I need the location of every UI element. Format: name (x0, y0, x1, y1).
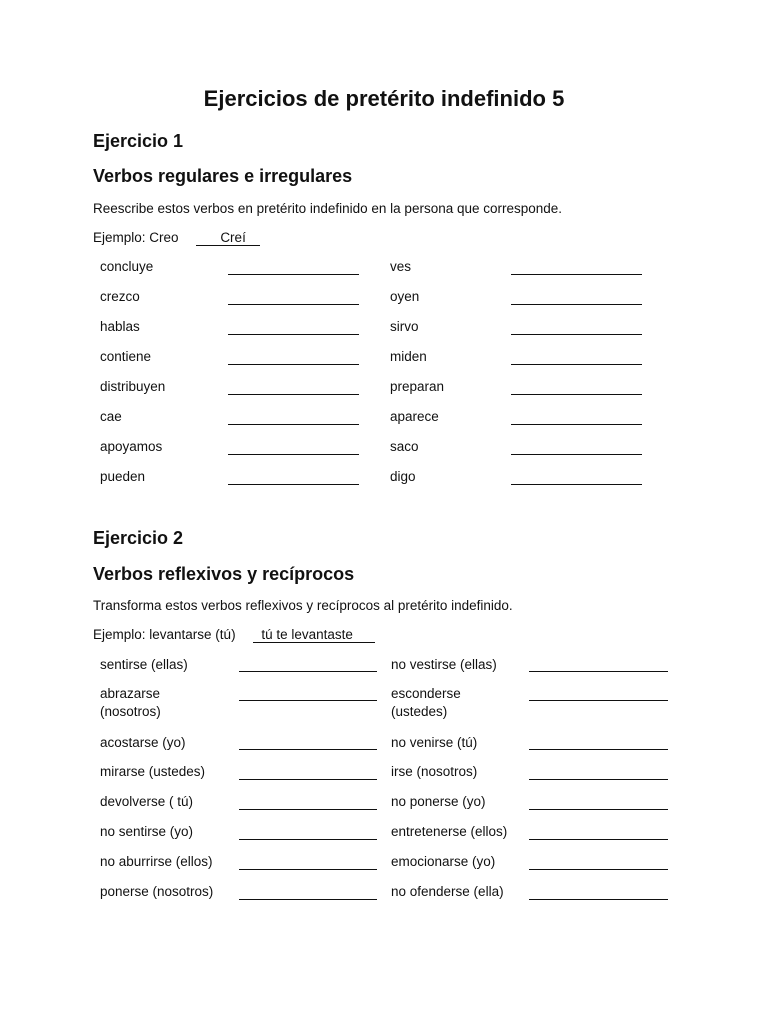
exercise-1-heading: Ejercicio 1 (93, 131, 184, 151)
verb-item: esconderse (ustedes) (391, 686, 461, 719)
example-answer: Creí (196, 230, 260, 246)
answer-blank[interactable] (228, 484, 359, 485)
verb-item: apoyamos (100, 439, 163, 454)
exercise-2-subheading: Verbos reflexivos y recíprocos (93, 564, 355, 584)
verb-item: crezco (100, 289, 140, 304)
verb-item: oyen (390, 289, 420, 304)
verb-item: sentirse (ellas) (100, 657, 188, 672)
answer-blank[interactable] (511, 424, 642, 425)
verb-item: aparece (390, 409, 439, 424)
verb-item: acostarse (yo) (100, 735, 186, 750)
verb-item: ponerse (nosotros) (100, 884, 214, 899)
verb-item: no venirse (tú) (391, 735, 478, 750)
verb-item: no vestirse (ellas) (391, 657, 497, 672)
verb-item: saco (390, 439, 419, 454)
exercise-2-instruction: Transforma estos verbos reflexivos y recíprocos al pretérito indefinido. (93, 598, 513, 613)
page-title: Ejercicios de pretérito indefinido 5 (203, 86, 565, 111)
answer-blank[interactable] (529, 671, 668, 672)
verb-item: emocionarse (yo) (391, 854, 496, 869)
answer-blank[interactable] (529, 899, 668, 900)
exercise-1-example (93, 230, 260, 246)
verb-item: no ofenderse (ella) (391, 884, 504, 899)
answer-blank[interactable] (529, 700, 668, 701)
answer-blank[interactable] (228, 364, 359, 365)
answer-blank[interactable] (529, 779, 668, 780)
answer-blank[interactable] (228, 454, 359, 455)
verb-item: entretenerse (ellos) (391, 824, 508, 839)
verb-item: contiene (100, 349, 152, 364)
example-answer: tú te levantaste (253, 627, 375, 643)
verb-item: sirvo (390, 319, 419, 334)
verb-item: digo (390, 469, 416, 484)
verb-item: ves (390, 259, 412, 274)
verb-item: distribuyen (100, 379, 166, 394)
answer-blank[interactable] (511, 394, 642, 395)
answer-blank[interactable] (529, 749, 668, 750)
answer-blank[interactable] (239, 671, 377, 672)
verb-item: concluye (100, 259, 154, 274)
verb-item: no aburrirse (ellos) (100, 854, 213, 869)
verb-item: hablas (100, 319, 140, 334)
verb-item: miden (390, 349, 427, 364)
answer-blank[interactable] (228, 424, 359, 425)
answer-blank[interactable] (239, 869, 377, 870)
answer-blank[interactable] (529, 839, 668, 840)
answer-blank[interactable] (228, 274, 359, 275)
verb-item: preparan (390, 379, 445, 394)
verb-item: mirarse (ustedes) (100, 764, 206, 779)
answer-blank[interactable] (511, 334, 642, 335)
answer-blank[interactable] (239, 839, 377, 840)
verb-item: no sentirse (yo) (100, 824, 194, 839)
answer-blank[interactable] (511, 274, 642, 275)
example-label: Ejemplo: Creo (93, 230, 179, 245)
answer-blank[interactable] (239, 809, 377, 810)
answer-blank[interactable] (511, 364, 642, 365)
exercise-1-subheading: Verbos regulares e irregulares (93, 166, 353, 186)
verb-item: irse (nosotros) (391, 764, 478, 779)
verb-item: no ponerse (yo) (391, 794, 486, 809)
answer-blank[interactable] (228, 334, 359, 335)
answer-blank[interactable] (228, 304, 359, 305)
answer-blank[interactable] (239, 749, 377, 750)
answer-blank[interactable] (529, 869, 668, 870)
exercise-1-instruction: Reescribe estos verbos en pretérito indefinido en la persona que corresponde. (93, 201, 563, 216)
verb-item: abrazarse (nosotros) (100, 686, 161, 719)
answer-blank[interactable] (239, 779, 377, 780)
example-label: Ejemplo: levantarse (tú) (93, 627, 236, 642)
exercise-2-heading: Ejercicio 2 (93, 528, 184, 548)
verb-item: cae (100, 409, 122, 424)
answer-blank[interactable] (511, 454, 642, 455)
answer-blank[interactable] (228, 394, 359, 395)
verb-item: pueden (100, 469, 146, 484)
answer-blank[interactable] (239, 700, 377, 701)
exercise-2-example (93, 627, 375, 643)
answer-blank[interactable] (239, 899, 377, 900)
answer-blank[interactable] (529, 809, 668, 810)
answer-blank[interactable] (511, 304, 642, 305)
answer-blank[interactable] (511, 484, 642, 485)
verb-item: devolverse ( tú) (100, 794, 194, 809)
